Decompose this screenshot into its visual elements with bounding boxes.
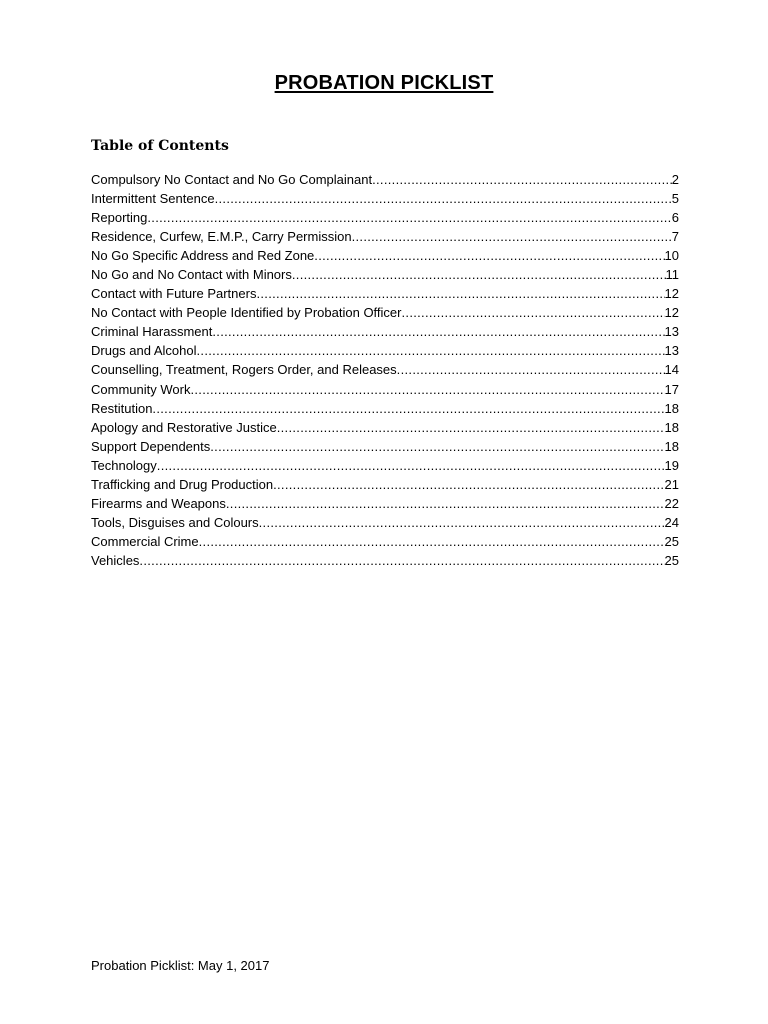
toc-dot-leader xyxy=(210,437,664,456)
toc-entry-page-number: 19 xyxy=(664,457,679,473)
toc-entry-page-number: 25 xyxy=(664,552,679,568)
toc-entry[interactable] xyxy=(91,475,679,494)
page-footer: Probation Picklist: May 1, 2017 xyxy=(91,958,270,973)
toc-entry[interactable] xyxy=(91,227,679,246)
toc-entry-page-number: 5 xyxy=(671,191,679,207)
toc-entry-label: Contact with Future Partners xyxy=(91,286,257,302)
toc-entry[interactable] xyxy=(91,532,679,551)
toc-entry[interactable] xyxy=(91,360,679,379)
toc-entry[interactable] xyxy=(91,189,679,208)
toc-entry-page-number: 18 xyxy=(664,419,679,435)
toc-entry-label: Apology and Restorative Justice xyxy=(91,419,277,435)
toc-entry[interactable] xyxy=(91,246,679,265)
toc-dot-leader xyxy=(314,246,664,265)
toc-entry[interactable] xyxy=(91,303,679,322)
table-of-contents xyxy=(91,170,679,570)
toc-entry-page-number: 14 xyxy=(664,362,679,378)
toc-dot-leader xyxy=(157,456,665,475)
toc-entry-page-number: 18 xyxy=(664,438,679,454)
toc-entry-label: Residence, Curfew, E.M.P., Carry Permission xyxy=(91,229,352,245)
toc-entry[interactable] xyxy=(91,380,679,399)
toc-dot-leader xyxy=(259,513,665,532)
toc-entry[interactable] xyxy=(91,456,679,475)
toc-entry[interactable] xyxy=(91,208,679,227)
toc-entry-page-number: 10 xyxy=(664,248,679,264)
toc-entry-page-number: 7 xyxy=(671,229,679,245)
toc-dot-leader xyxy=(292,265,666,284)
toc-entry[interactable] xyxy=(91,341,679,360)
toc-dot-leader xyxy=(277,418,665,437)
toc-dot-leader xyxy=(190,380,664,399)
toc-entry[interactable] xyxy=(91,551,679,570)
toc-entry-label: No Go Specific Address and Red Zone xyxy=(91,248,315,264)
toc-dot-leader xyxy=(397,360,665,379)
toc-entry-label: Restitution xyxy=(91,400,153,416)
toc-dot-leader xyxy=(215,189,672,208)
toc-entry-page-number: 12 xyxy=(664,305,679,321)
toc-dot-leader xyxy=(199,532,665,551)
toc-entry-page-number: 24 xyxy=(664,514,679,530)
toc-entry[interactable] xyxy=(91,494,679,513)
toc-entry-page-number: 17 xyxy=(664,381,679,397)
toc-entry-label: Firearms and Weapons xyxy=(91,495,226,511)
toc-entry[interactable] xyxy=(91,265,679,284)
toc-entry-label: No Go and No Contact with Minors xyxy=(91,267,292,283)
toc-dot-leader xyxy=(139,551,664,570)
toc-entry-label: Community Work xyxy=(91,381,191,397)
toc-entry-page-number: 6 xyxy=(671,210,679,226)
toc-entry-label: Support Dependents xyxy=(91,438,211,454)
toc-entry-page-number: 18 xyxy=(664,400,679,416)
document-title: PROBATION PICKLIST xyxy=(274,72,494,94)
toc-entry-label: No Contact with People Identified by Probation Officer xyxy=(91,305,402,321)
toc-dot-leader xyxy=(197,341,665,360)
toc-entry-label: Drugs and Alcohol xyxy=(91,343,197,359)
toc-entry-page-number: 12 xyxy=(664,286,679,302)
toc-entry-page-number: 21 xyxy=(664,476,679,492)
toc-entry[interactable] xyxy=(91,399,679,418)
toc-dot-leader xyxy=(273,475,664,494)
toc-dot-leader xyxy=(212,322,664,341)
toc-entry-page-number: 11 xyxy=(665,267,679,283)
toc-entry-label: Commercial Crime xyxy=(91,533,199,549)
toc-entry-label: Trafficking and Drug Production xyxy=(91,476,274,492)
toc-entry[interactable] xyxy=(91,437,679,456)
toc-entry-page-number: 13 xyxy=(664,324,679,340)
toc-dot-leader xyxy=(152,399,664,418)
toc-entry-label: Counselling, Treatment, Rogers Order, and Releases xyxy=(91,362,397,378)
toc-dot-leader xyxy=(226,494,665,513)
toc-entry-label: Compulsory No Contact and No Go Complainant xyxy=(91,172,373,187)
toc-entry[interactable] xyxy=(91,284,679,303)
toc-entry[interactable] xyxy=(91,513,679,532)
toc-dot-leader xyxy=(352,227,672,246)
toc-entry-label: Tools, Disguises and Colours xyxy=(91,514,259,530)
toc-entry-page-number: 22 xyxy=(664,495,679,511)
toc-entry-label: Reporting xyxy=(91,210,148,226)
toc-entry[interactable] xyxy=(91,418,679,437)
toc-dot-leader xyxy=(256,284,664,303)
toc-entry-label: Criminal Harassment xyxy=(91,324,213,340)
toc-entry-label: Intermittent Sentence xyxy=(91,191,215,207)
toc-dot-leader xyxy=(372,170,672,189)
toc-heading: Table of Contents xyxy=(91,138,229,154)
toc-entry[interactable] xyxy=(91,322,679,341)
toc-entry-label: Vehicles xyxy=(91,552,140,568)
toc-dot-leader xyxy=(147,208,671,227)
toc-entry-page-number: 25 xyxy=(664,533,679,549)
toc-entry-page-number: 2 xyxy=(671,172,679,187)
toc-dot-leader xyxy=(402,303,665,322)
toc-entry-label: Technology xyxy=(91,457,157,473)
toc-entry-page-number: 13 xyxy=(664,343,679,359)
toc-entry[interactable] xyxy=(91,170,679,189)
